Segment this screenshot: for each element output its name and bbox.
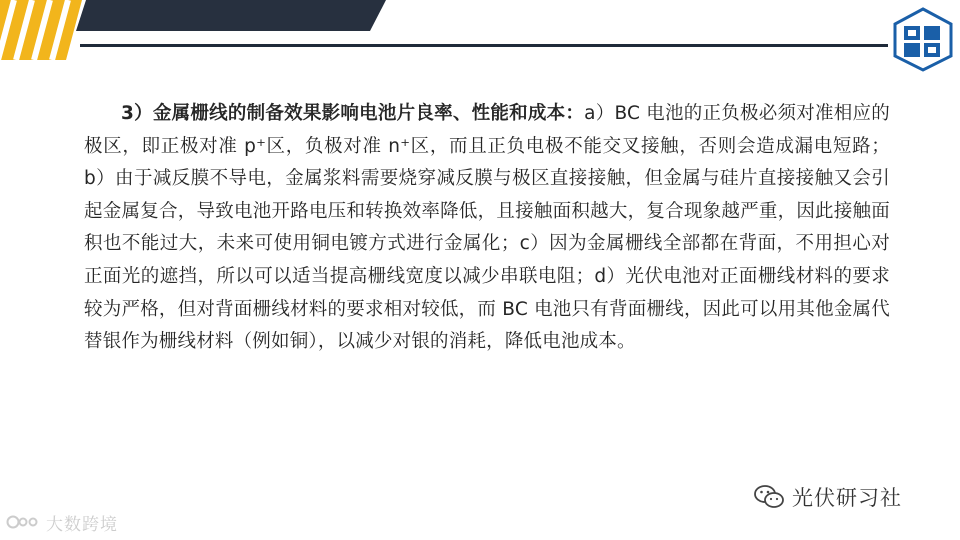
body-paragraph bbox=[84, 98, 890, 359]
header-divider-line bbox=[80, 44, 888, 47]
wechat-account bbox=[754, 482, 902, 512]
brand-logo-icon bbox=[890, 6, 956, 72]
wechat-account-name: 光伏研习社 bbox=[792, 486, 902, 510]
paragraph-text: a）BC 电池的正负极必须对准相应的极区，即正极对准 p⁺区，负极对准 n⁺区，而且正负电极不能交叉接触，否则会造成漏电短路；b）由于减反膜不导电，金属浆料需要烧穿减反膜与极区直接接触，但金属与硅片直接接触又会引起金属复合，导致电池开路电压和转换效率降低，且接触面积越大，复合现象越严重，因此接触面积也不能过大，未来可使用铜电镀方式进行金属化；c）因为金属栅线全部都在背面，不用担心对正面光的遮挡，所以可以适当提高栅线宽度以减少串联电阻；d）光伏电池对正面栅线材料的要求较为严格，但对背面栅线材料的要求相对较低，而 BC 电池只有背面栅线，因此可以用其他金属代替银作为栅线材料（例如铜），以减少对银的消耗，降低电池成本。 bbox=[84, 103, 890, 353]
header-dark-band bbox=[76, 0, 386, 31]
header-banner bbox=[0, 0, 960, 60]
watermark bbox=[6, 509, 118, 535]
paragraph-lead: 3）金属栅线的制备效果影响电池片良率、性能和成本： bbox=[121, 103, 585, 124]
watermark-logo-icon bbox=[6, 511, 40, 533]
watermark-text: 大数跨境 bbox=[46, 514, 118, 535]
wechat-icon bbox=[754, 484, 784, 510]
